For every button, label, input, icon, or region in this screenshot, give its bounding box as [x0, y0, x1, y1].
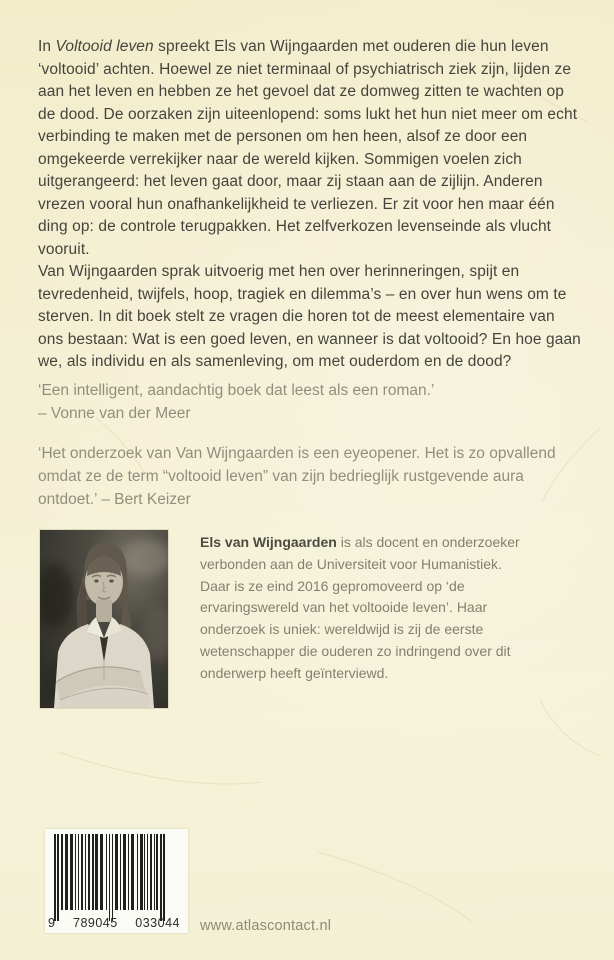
review-quote-1-text: ‘Een intelligent, aandachtig boek dat leest als een roman.’ — [38, 382, 435, 399]
barcode-digit-group-1: 789045 — [73, 916, 118, 930]
publisher-website: www.atlascontact.nl — [200, 918, 332, 934]
author-portrait-illustration — [40, 530, 168, 708]
barcode-digit-group-2: 033044 — [135, 916, 180, 930]
barcode-digit-lead: 9 — [48, 916, 56, 930]
review-quote-2 — [38, 442, 586, 511]
author-bio — [200, 532, 524, 685]
synopsis-paragraph-1 — [38, 36, 584, 261]
synopsis-p1-body: spreekt Els van Wijngaarden met ouderen die hun leven ‘voltooid’ achten. Hoewel ze niet terminaal of psychiatrisch ziek zijn, lijden ze aan het leven en hebben ze het gevoel dat ze domweg zitten te wachten op de dood. De oorzaken zijn uiteenlopend: soms lukt het hun niet meer om echt verbinding te maken met de personen om hen heen, alsof ze door een omgekeerde verrekijker naar de wereld kijken. Sommigen voelen zich uitgerangeerd: het leven gaat door, maar zij staan aan de zijlijn. Anderen vrezen vooral hun onafhankelijkheid te verliezen. Er zit voor hen maar één ding op: de controle terugpakken. Het zelfverkozen levenseinde als vlucht vooruit. — [38, 38, 578, 258]
author-photo — [40, 530, 168, 708]
review-quote-1-attribution: – Vonne van der Meer — [38, 405, 191, 422]
review-quote-1 — [38, 379, 586, 425]
barcode-digits — [45, 916, 188, 930]
book-title-inline: Voltooid leven — [55, 38, 154, 55]
synopsis-paragraph-2: Van Wijngaarden sprak uitvoerig met hen over herinneringen, spijt en tevredenheid, twijfels, hoop, tragiek en dilemma’s – en over hun wens om te sterven. In dit boek stelt ze vragen die horen tot de meest elementaire van ons bestaan: Wat is een goed leven, en wanneer is dat voltooid? En hoe gaan we, als individu en als samenleving, om met ouderdom en de dood? — [38, 263, 581, 370]
isbn-barcode — [45, 829, 188, 933]
barcode-bars — [54, 834, 165, 924]
author-bio-body: is als docent en onderzoeker verbonden aan de Universiteit voor Humanistiek. Daar is ze eind 2016 gepromoveerd op ‘de ervaringswereld van het voltooide leven’. Haar onderzoek is uniek: wereldwijd is zij de eerste wetenschapper die ouderen zo indringend over dit onderwerp heeft geïnterviewd. — [200, 534, 520, 681]
synopsis — [38, 36, 584, 374]
synopsis-p1-prefix: In — [38, 38, 56, 55]
author-name: Els van Wijngaarden — [200, 534, 337, 550]
review-quote-2-text: ‘Het onderzoek van Van Wijngaarden is een eyeopener. Het is zo opvallend omdat ze de term “voltooid leven” van zijn bedrieglijk rustgevende aura ontdoet.’ – Bert Keizer — [38, 445, 556, 508]
